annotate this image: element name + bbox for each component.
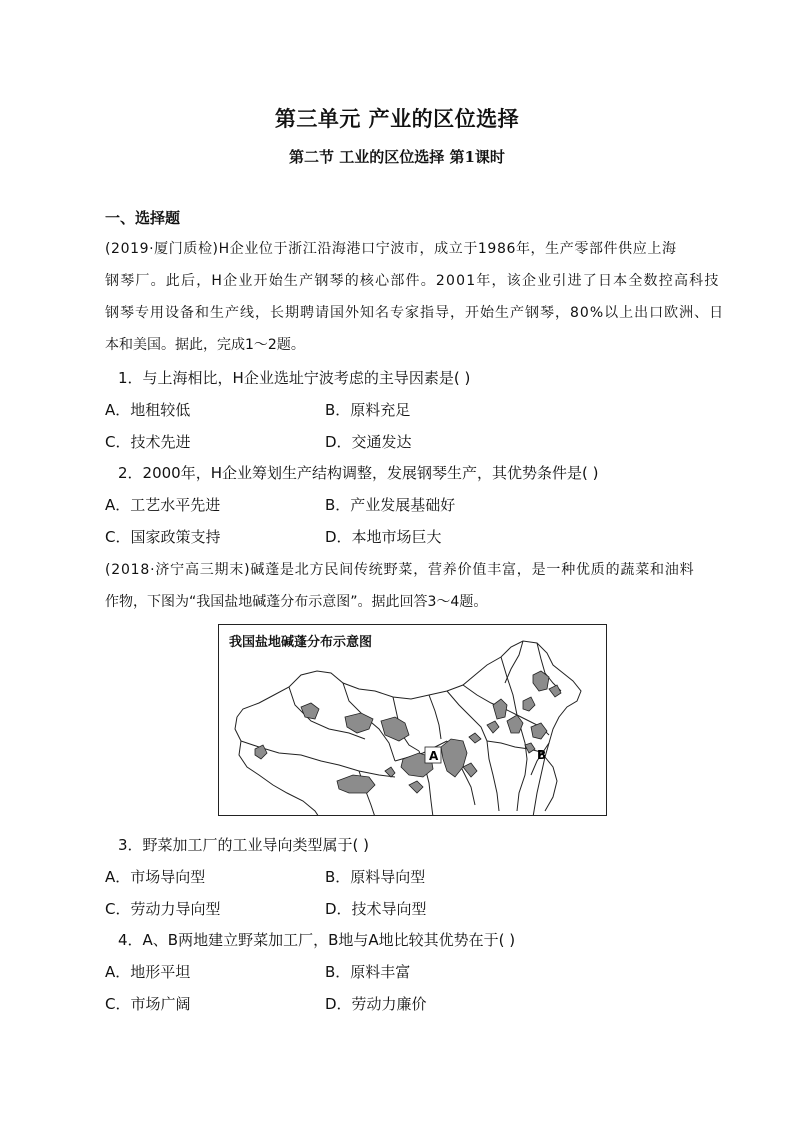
province-line (505, 641, 523, 683)
distribution-patch (337, 775, 375, 793)
section-heading: 一、选择题 (105, 209, 181, 227)
option-a[interactable]: A．地租较低 (105, 401, 191, 419)
country-boundary-west (235, 717, 319, 816)
country-boundary (237, 641, 581, 816)
distribution-patch (507, 715, 523, 733)
option-d[interactable]: D．交通发达 (325, 433, 412, 451)
passage-2-line: (2018·济宁高三期末)碱蓬是北方民间传统野菜，营养价值丰富，是一种优质的蔬菜和油料 (105, 562, 695, 578)
question-stem: 2．2000年，H企业筹划生产结构调整，发展钢琴生产，其优势条件是( ) (118, 464, 599, 482)
question-stem: 1．与上海相比，H企业选址宁波考虑的主导因素是( ) (118, 369, 471, 387)
distribution-patch (345, 713, 373, 733)
map-title: 我国盐地碱蓬分布示意图 (229, 635, 373, 650)
distribution-patch (409, 781, 423, 793)
page-title: 第三单元 产业的区位选择 (274, 106, 520, 131)
distribution-patch (531, 723, 547, 739)
option-c[interactable]: C．劳动力导向型 (105, 900, 221, 918)
passage-1-line: 钢琴专用设备和生产线，长期聘请国外知名专家指导，开始生产钢琴，80%以上出口欧洲、日 (105, 305, 725, 321)
option-c[interactable]: C．国家政策支持 (105, 528, 221, 546)
passage-1-line: (2019·厦门质检)H企业位于浙江沿海港口宁波市，成立于1986年，生产零部件供应上海 (105, 241, 677, 257)
option-c[interactable]: C．技术先进 (105, 433, 191, 451)
coast-line (545, 757, 557, 811)
distribution-patch (549, 685, 561, 697)
province-line (487, 741, 499, 811)
option-a[interactable]: A．市场导向型 (105, 868, 206, 886)
distribution-patch (255, 745, 267, 759)
option-a[interactable]: A．地形平坦 (105, 963, 191, 981)
option-c[interactable]: C．市场广阔 (105, 995, 191, 1013)
option-d[interactable]: D．本地市场巨大 (325, 528, 442, 546)
province-line (447, 691, 487, 741)
passage-1-line: 钢琴厂。此后，H企业开始生产钢琴的核心部件。2001年，该企业引进了日本全数控高科技 (105, 273, 720, 289)
option-d[interactable]: D．劳动力廉价 (325, 995, 427, 1013)
option-b[interactable]: B．原料丰富 (325, 963, 411, 981)
option-a[interactable]: A．工艺水平先进 (105, 496, 221, 514)
option-b[interactable]: B．产业发展基础好 (325, 496, 456, 514)
option-d[interactable]: D．技术导向型 (325, 900, 427, 918)
question-stem: 3．野菜加工厂的工业导向类型属于( ) (118, 836, 370, 854)
distribution-map (218, 624, 607, 816)
distribution-patch (301, 703, 319, 719)
china-outline-map (219, 625, 607, 816)
option-b[interactable]: B．原料充足 (325, 401, 411, 419)
map-label-b: B (537, 748, 547, 762)
option-b[interactable]: B．原料导向型 (325, 868, 426, 886)
province-line (517, 729, 527, 811)
distribution-patch (523, 697, 535, 711)
passage-2-line: 作物，下图为“我国盐地碱蓬分布示意图”。据此回答3～4题。 (105, 594, 488, 610)
question-stem: 4．A、B两地建立野菜加工厂，B地与A地比较其优势在于( ) (118, 931, 516, 949)
distribution-patch (493, 699, 507, 719)
passage-1-line: 本和美国。据此，完成1～2题。 (105, 337, 305, 353)
page-subtitle: 第二节 工业的区位选择 第1课时 (289, 148, 505, 166)
map-label-a: A (429, 749, 439, 763)
distribution-patch (487, 721, 499, 733)
distribution-patch (469, 733, 481, 743)
province-line (463, 685, 517, 715)
province-line (429, 695, 441, 739)
distribution-patch (533, 671, 549, 691)
